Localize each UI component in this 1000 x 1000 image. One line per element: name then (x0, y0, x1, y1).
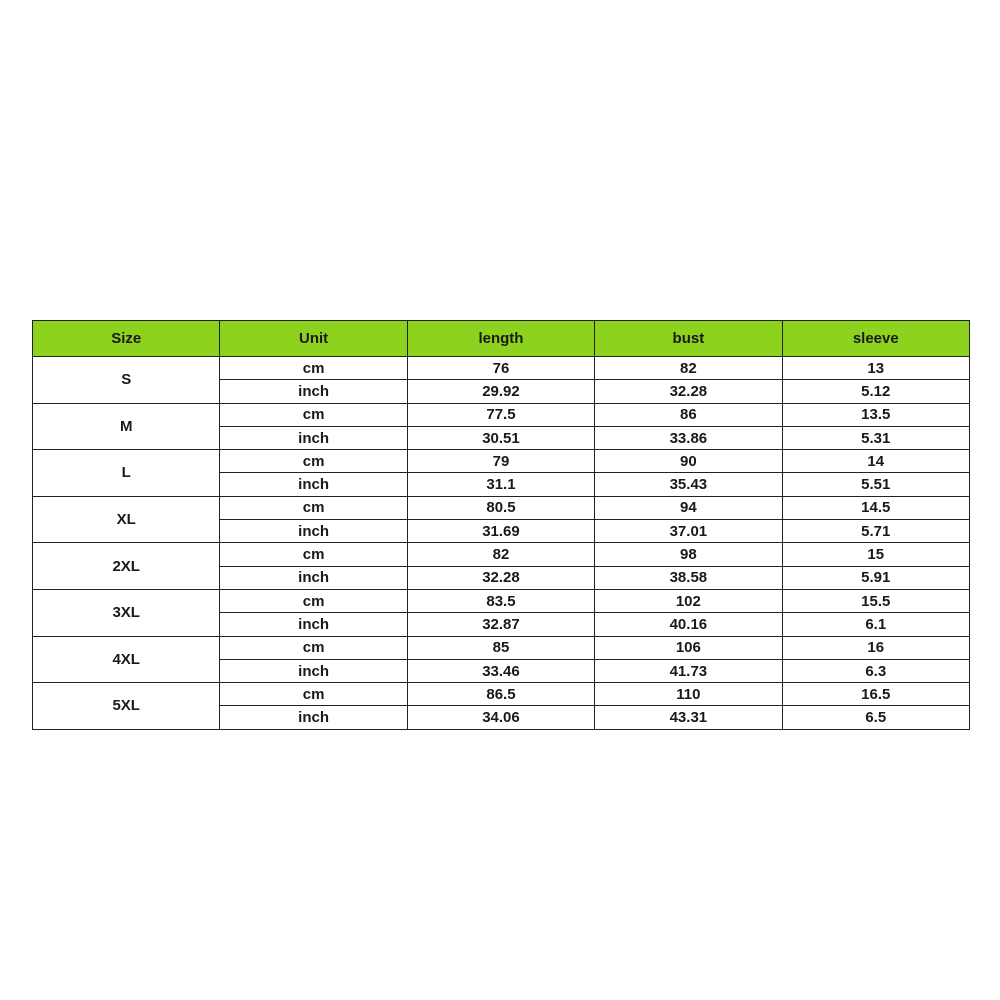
length-cell: 32.87 (407, 613, 594, 636)
bust-cell: 37.01 (595, 520, 782, 543)
unit-cell: inch (220, 520, 407, 543)
length-cell: 86.5 (407, 683, 594, 706)
length-cell: 77.5 (407, 403, 594, 426)
sleeve-cell: 15.5 (782, 589, 969, 612)
bust-cell: 86 (595, 403, 782, 426)
table-body (33, 357, 970, 730)
unit-cell: inch (220, 706, 407, 729)
unit-cell: inch (220, 659, 407, 682)
bust-cell: 33.86 (595, 426, 782, 449)
size-label: S (33, 357, 220, 404)
header-length: length (407, 321, 594, 357)
length-cell: 32.28 (407, 566, 594, 589)
length-cell: 30.51 (407, 426, 594, 449)
table-row (33, 496, 970, 519)
sleeve-cell: 6.5 (782, 706, 969, 729)
sleeve-cell: 13.5 (782, 403, 969, 426)
bust-cell: 102 (595, 589, 782, 612)
sleeve-cell: 5.31 (782, 426, 969, 449)
table-row (33, 450, 970, 473)
unit-cell: inch (220, 426, 407, 449)
bust-cell: 41.73 (595, 659, 782, 682)
unit-cell: cm (220, 636, 407, 659)
sleeve-cell: 14 (782, 450, 969, 473)
header-size: Size (33, 321, 220, 357)
sleeve-cell: 5.12 (782, 380, 969, 403)
length-cell: 34.06 (407, 706, 594, 729)
length-cell: 31.1 (407, 473, 594, 496)
table-header-row (33, 321, 970, 357)
header-bust: bust (595, 321, 782, 357)
sleeve-cell: 6.1 (782, 613, 969, 636)
bust-cell: 32.28 (595, 380, 782, 403)
size-label: 4XL (33, 636, 220, 683)
length-cell: 85 (407, 636, 594, 659)
sleeve-cell: 5.91 (782, 566, 969, 589)
unit-cell: cm (220, 683, 407, 706)
table-row (33, 683, 970, 706)
bust-cell: 106 (595, 636, 782, 659)
size-label: 3XL (33, 589, 220, 636)
header-unit: Unit (220, 321, 407, 357)
table-row (33, 543, 970, 566)
unit-cell: cm (220, 589, 407, 612)
unit-cell: cm (220, 357, 407, 380)
unit-cell: inch (220, 380, 407, 403)
sleeve-cell: 5.71 (782, 520, 969, 543)
bust-cell: 40.16 (595, 613, 782, 636)
length-cell: 83.5 (407, 589, 594, 612)
unit-cell: inch (220, 613, 407, 636)
unit-cell: inch (220, 473, 407, 496)
table-row (33, 357, 970, 380)
table-row (33, 589, 970, 612)
unit-cell: cm (220, 496, 407, 519)
table-row (33, 636, 970, 659)
sleeve-cell: 13 (782, 357, 969, 380)
bust-cell: 43.31 (595, 706, 782, 729)
length-cell: 79 (407, 450, 594, 473)
size-label: 5XL (33, 683, 220, 730)
unit-cell: cm (220, 543, 407, 566)
sleeve-cell: 15 (782, 543, 969, 566)
size-label: 2XL (33, 543, 220, 590)
length-cell: 82 (407, 543, 594, 566)
length-cell: 80.5 (407, 496, 594, 519)
bust-cell: 110 (595, 683, 782, 706)
unit-cell: cm (220, 450, 407, 473)
unit-cell: cm (220, 403, 407, 426)
bust-cell: 98 (595, 543, 782, 566)
table-row (33, 403, 970, 426)
length-cell: 76 (407, 357, 594, 380)
unit-cell: inch (220, 566, 407, 589)
bust-cell: 35.43 (595, 473, 782, 496)
length-cell: 29.92 (407, 380, 594, 403)
length-cell: 33.46 (407, 659, 594, 682)
bust-cell: 94 (595, 496, 782, 519)
sleeve-cell: 16.5 (782, 683, 969, 706)
size-label: L (33, 450, 220, 497)
size-label: M (33, 403, 220, 450)
header-sleeve: sleeve (782, 321, 969, 357)
sleeve-cell: 6.3 (782, 659, 969, 682)
length-cell: 31.69 (407, 520, 594, 543)
sleeve-cell: 14.5 (782, 496, 969, 519)
sleeve-cell: 16 (782, 636, 969, 659)
bust-cell: 90 (595, 450, 782, 473)
size-chart-table (32, 320, 970, 730)
bust-cell: 38.58 (595, 566, 782, 589)
bust-cell: 82 (595, 357, 782, 380)
sleeve-cell: 5.51 (782, 473, 969, 496)
size-label: XL (33, 496, 220, 543)
